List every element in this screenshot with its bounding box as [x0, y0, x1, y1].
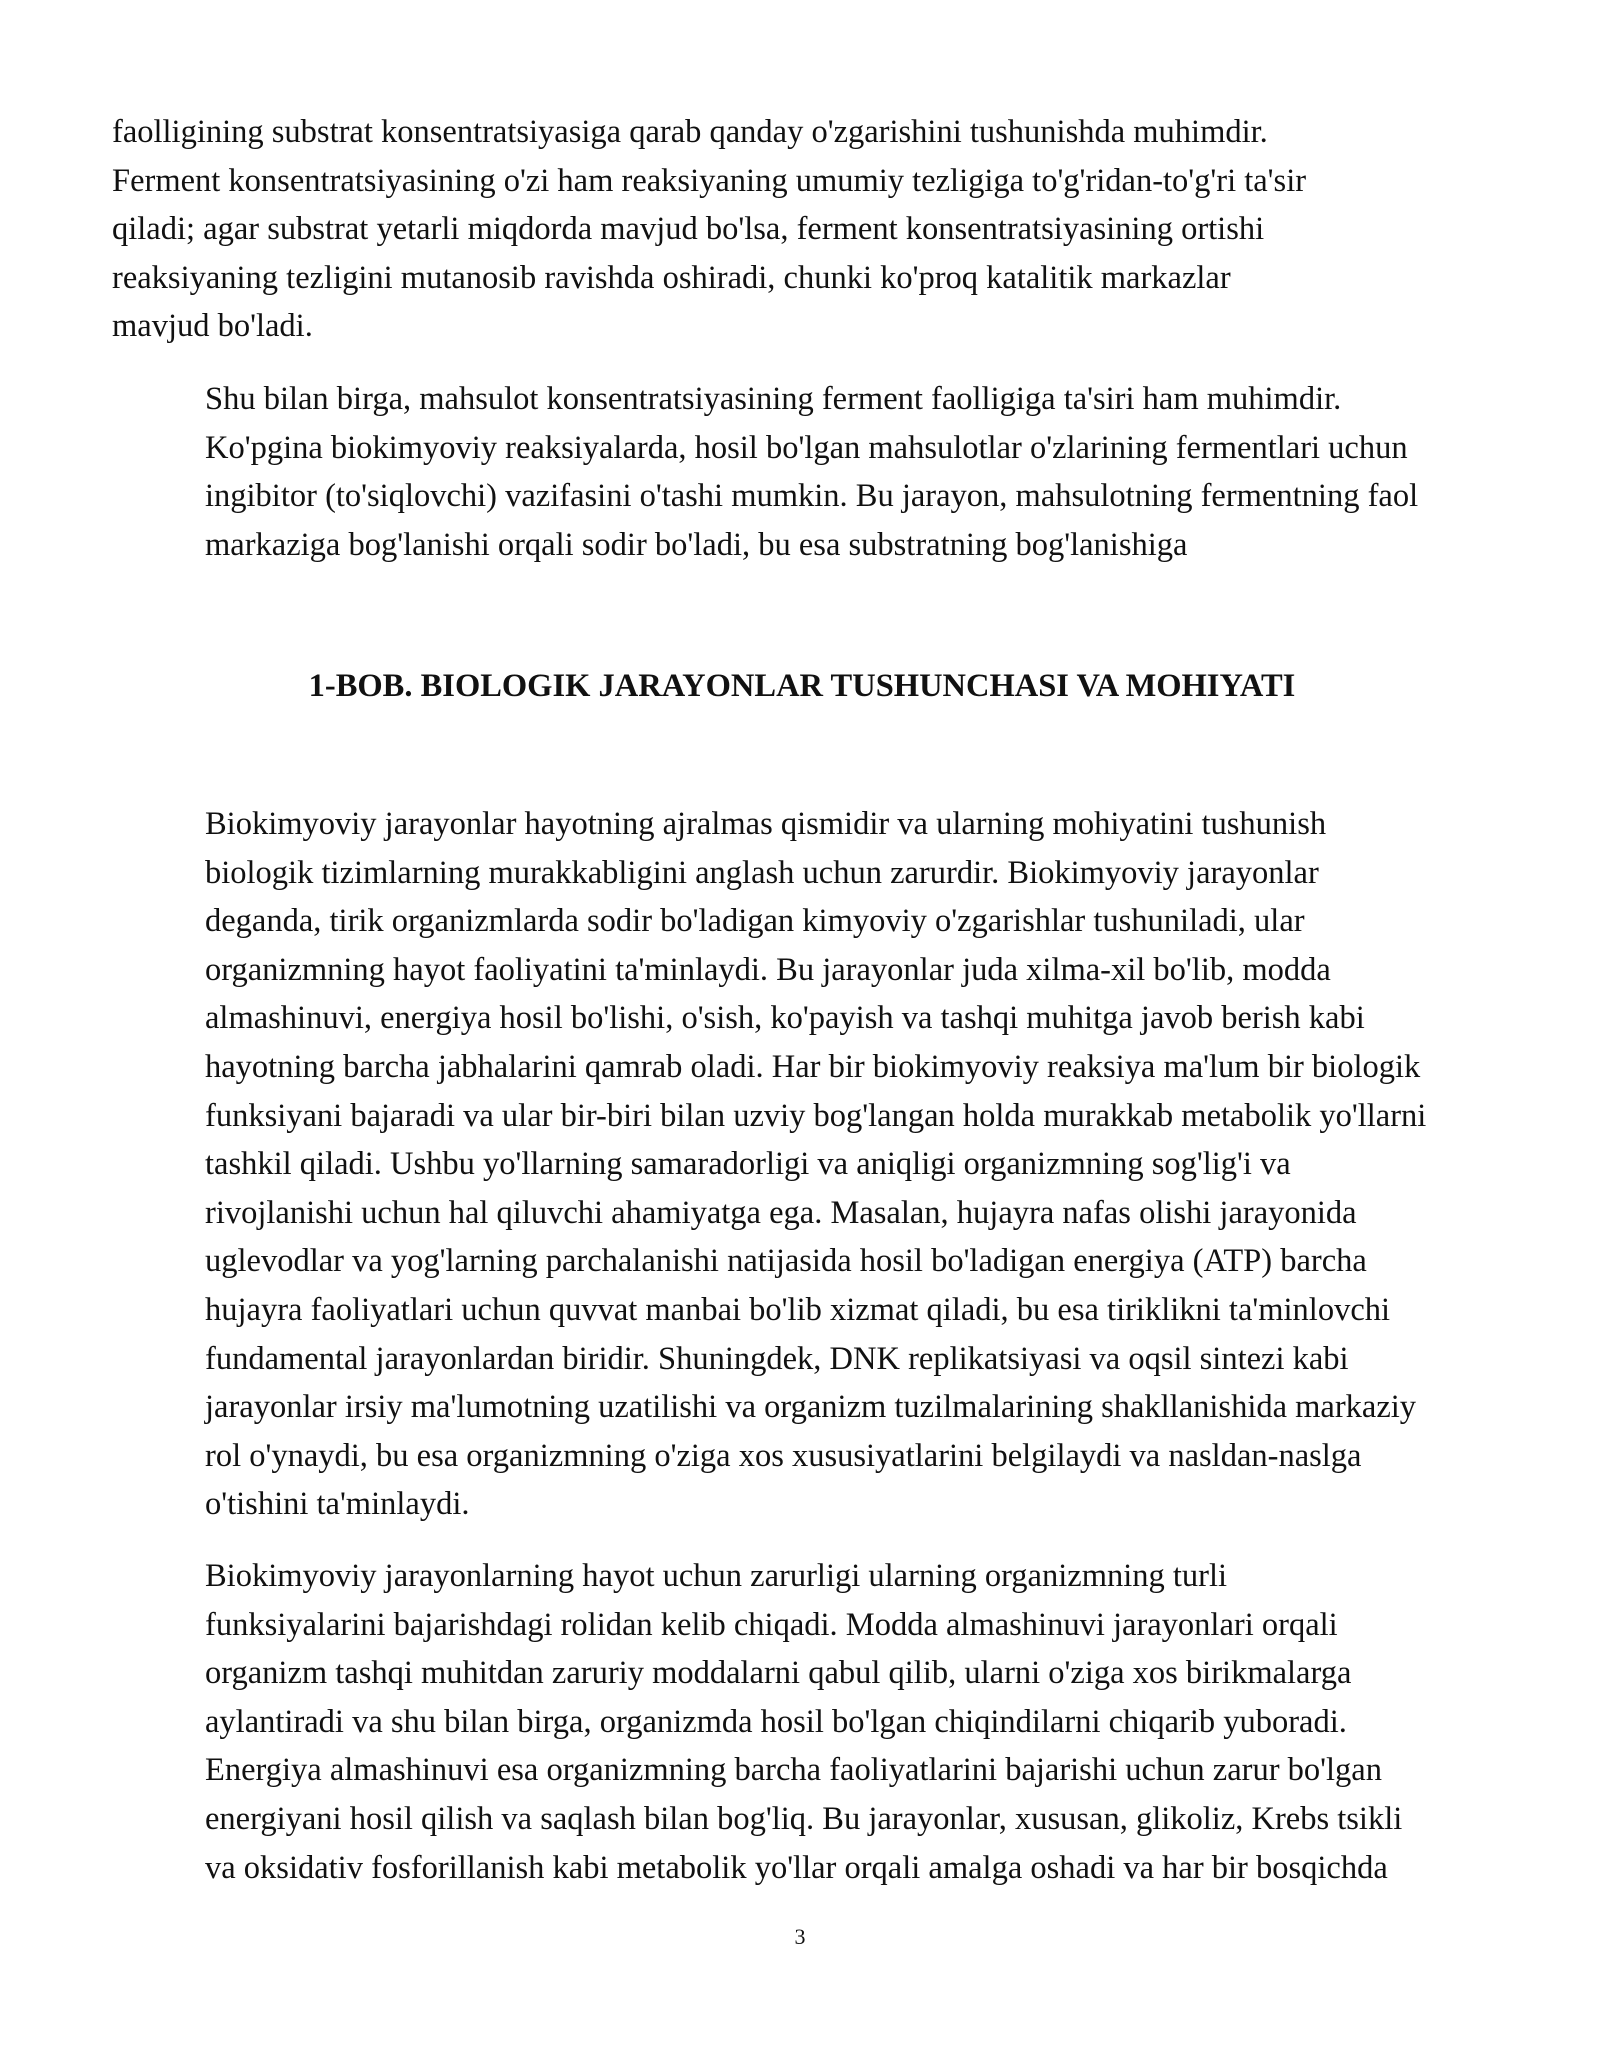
page-number: 3 — [794, 1924, 806, 1949]
text-line: Ferment konsentratsiyasining o'zi ham reaksiyaning umumiy tezligiga to'g'ridan-to'g'ri ta'sir — [112, 162, 1307, 199]
text-line: markaziga bog'lanishi orqali sodir bo'ladi, bu esa substratning bog'lanishiga — [205, 526, 1188, 563]
text-line: qiladi; agar substrat yetarli miqdorda mavjud bo'lsa, ferment konsentratsiyasining ortishi — [112, 211, 1265, 248]
text-line: rivojlanishi uchun hal qiluvchi ahamiyatga ega. Masalan, hujayra nafas olishi jarayonida — [205, 1194, 1357, 1231]
text-line: reaksiyaning tezligini mutanosib ravishda oshiradi, chunki ko'proq katalitik markazlar — [112, 259, 1231, 296]
text-line: energiyani hosil qilish va saqlash bilan bog'liq. Bu jarayonlar, xususan, glikoliz, Krebs tsikli — [205, 1800, 1403, 1837]
text-line: deganda, tirik organizmlarda sodir bo'ladigan kimyoviy o'zgarishlar tushuniladi, ular — [205, 903, 1305, 940]
text-line: uglevodlar va yog'larning parchalanishi natijasida hosil bo'ladigan energiya (ATP) barcha — [205, 1243, 1367, 1280]
text-line: Energiya almashinuvi esa organizmning barcha faoliyatlarini bajarishi uchun zarur bo'lgan — [205, 1752, 1382, 1789]
text-line: Ko'pgina biokimyoviy reaksiyalarda, hosil bo'lgan mahsulotlar o'zlarining fermentlari uchun — [205, 429, 1408, 466]
text-line: o'tishini ta'minlaydi. — [205, 1486, 470, 1523]
text-line: funksiyalarini bajarishdagi rolidan kelib chiqadi. Modda almashinuvi jarayonlari orqali — [205, 1606, 1338, 1643]
text-line: organizm tashqi muhitdan zaruriy moddalarni qabul qilib, ularni o'ziga xos birikmalarga — [205, 1655, 1352, 1692]
chapter-heading: 1-BOB. BIOLOGIK JARAYONLAR TUSHUNCHASI VA MOHIYATI — [308, 668, 1296, 704]
text-line: fundamental jarayonlardan biridir. Shuningdek, DNK replikatsiyasi va oqsil sintezi kabi — [205, 1340, 1349, 1377]
text-line: faolligining substrat konsentratsiyasiga qarab qanday o'zgarishini tushunishda muhimdir. — [112, 114, 1268, 150]
text-line: aylantiradi va shu bilan birga, organizmda hosil bo'lgan chiqindilarni chiqarib yuboradi. — [205, 1703, 1347, 1740]
text-line: organizmning hayot faoliyatini ta'minlaydi. Bu jarayonlar juda xilma-xil bo'lib, modda — [205, 951, 1331, 988]
text-line: hujayra faoliyatlari uchun quvvat manbai bo'lib xizmat qiladi, bu esa tiriklikni ta'minlovchi — [205, 1291, 1391, 1328]
text-line: mavjud bo'ladi. — [112, 308, 313, 345]
text-line: Shu bilan birga, mahsulot konsentratsiyasining ferment faolligiga ta'siri ham muhimdir. — [205, 381, 1342, 417]
text-line: biologik tizimlarning murakkabligini anglash uchun zarurdir. Biokimyoviy jarayonlar — [205, 854, 1319, 891]
text-line: Biokimyoviy jarayonlarning hayot uchun zarurligi ularning organizmning turli — [205, 1558, 1228, 1594]
text-line: tashkil qiladi. Ushbu yo'llarning samaradorligi va aniqligi organizmning sog'lig'i va — [205, 1146, 1291, 1183]
text-line: va oksidativ fosforillanish kabi metabolik yo'llar orqali amalga oshadi va har bir bosqichda — [205, 1849, 1388, 1886]
text-line: almashinuvi, energiya hosil bo'lishi, o'sish, ko'payish va tashqi muhitga javob berish kabi — [205, 1000, 1365, 1037]
paragraph-product-concentration — [112, 375, 1502, 569]
paragraph-biochemical-processes — [112, 800, 1502, 1529]
paragraph-life-necessity — [112, 1552, 1502, 1892]
text-line: Biokimyoviy jarayonlar hayotning ajralmas qismidir va ularning mohiyatini tushunish — [205, 806, 1327, 842]
text-line: ingibitor (to'siqlovchi) vazifasini o'tashi mumkin. Bu jarayon, mahsulotning fermentning faol — [205, 478, 1419, 515]
text-line: rol o'ynaydi, bu esa organizmning o'ziga xos xususiyatlarini belgilaydi va nasldan-naslga — [205, 1437, 1362, 1474]
text-line: funksiyani bajaradi va ular bir-biri bilan uzviy bog'langan holda murakkab metabolik yo'llarni — [205, 1097, 1427, 1134]
text-line: jarayonlar irsiy ma'lumotning uzatilishi va organizm tuzilmalarining shakllanishida markaziy — [205, 1389, 1417, 1426]
paragraph-enzyme-concentration — [112, 108, 1502, 351]
text-line: hayotning barcha jabhalarini qamrab oladi. Har bir biokimyoviy reaksiya ma'lum bir biologik — [205, 1048, 1421, 1085]
